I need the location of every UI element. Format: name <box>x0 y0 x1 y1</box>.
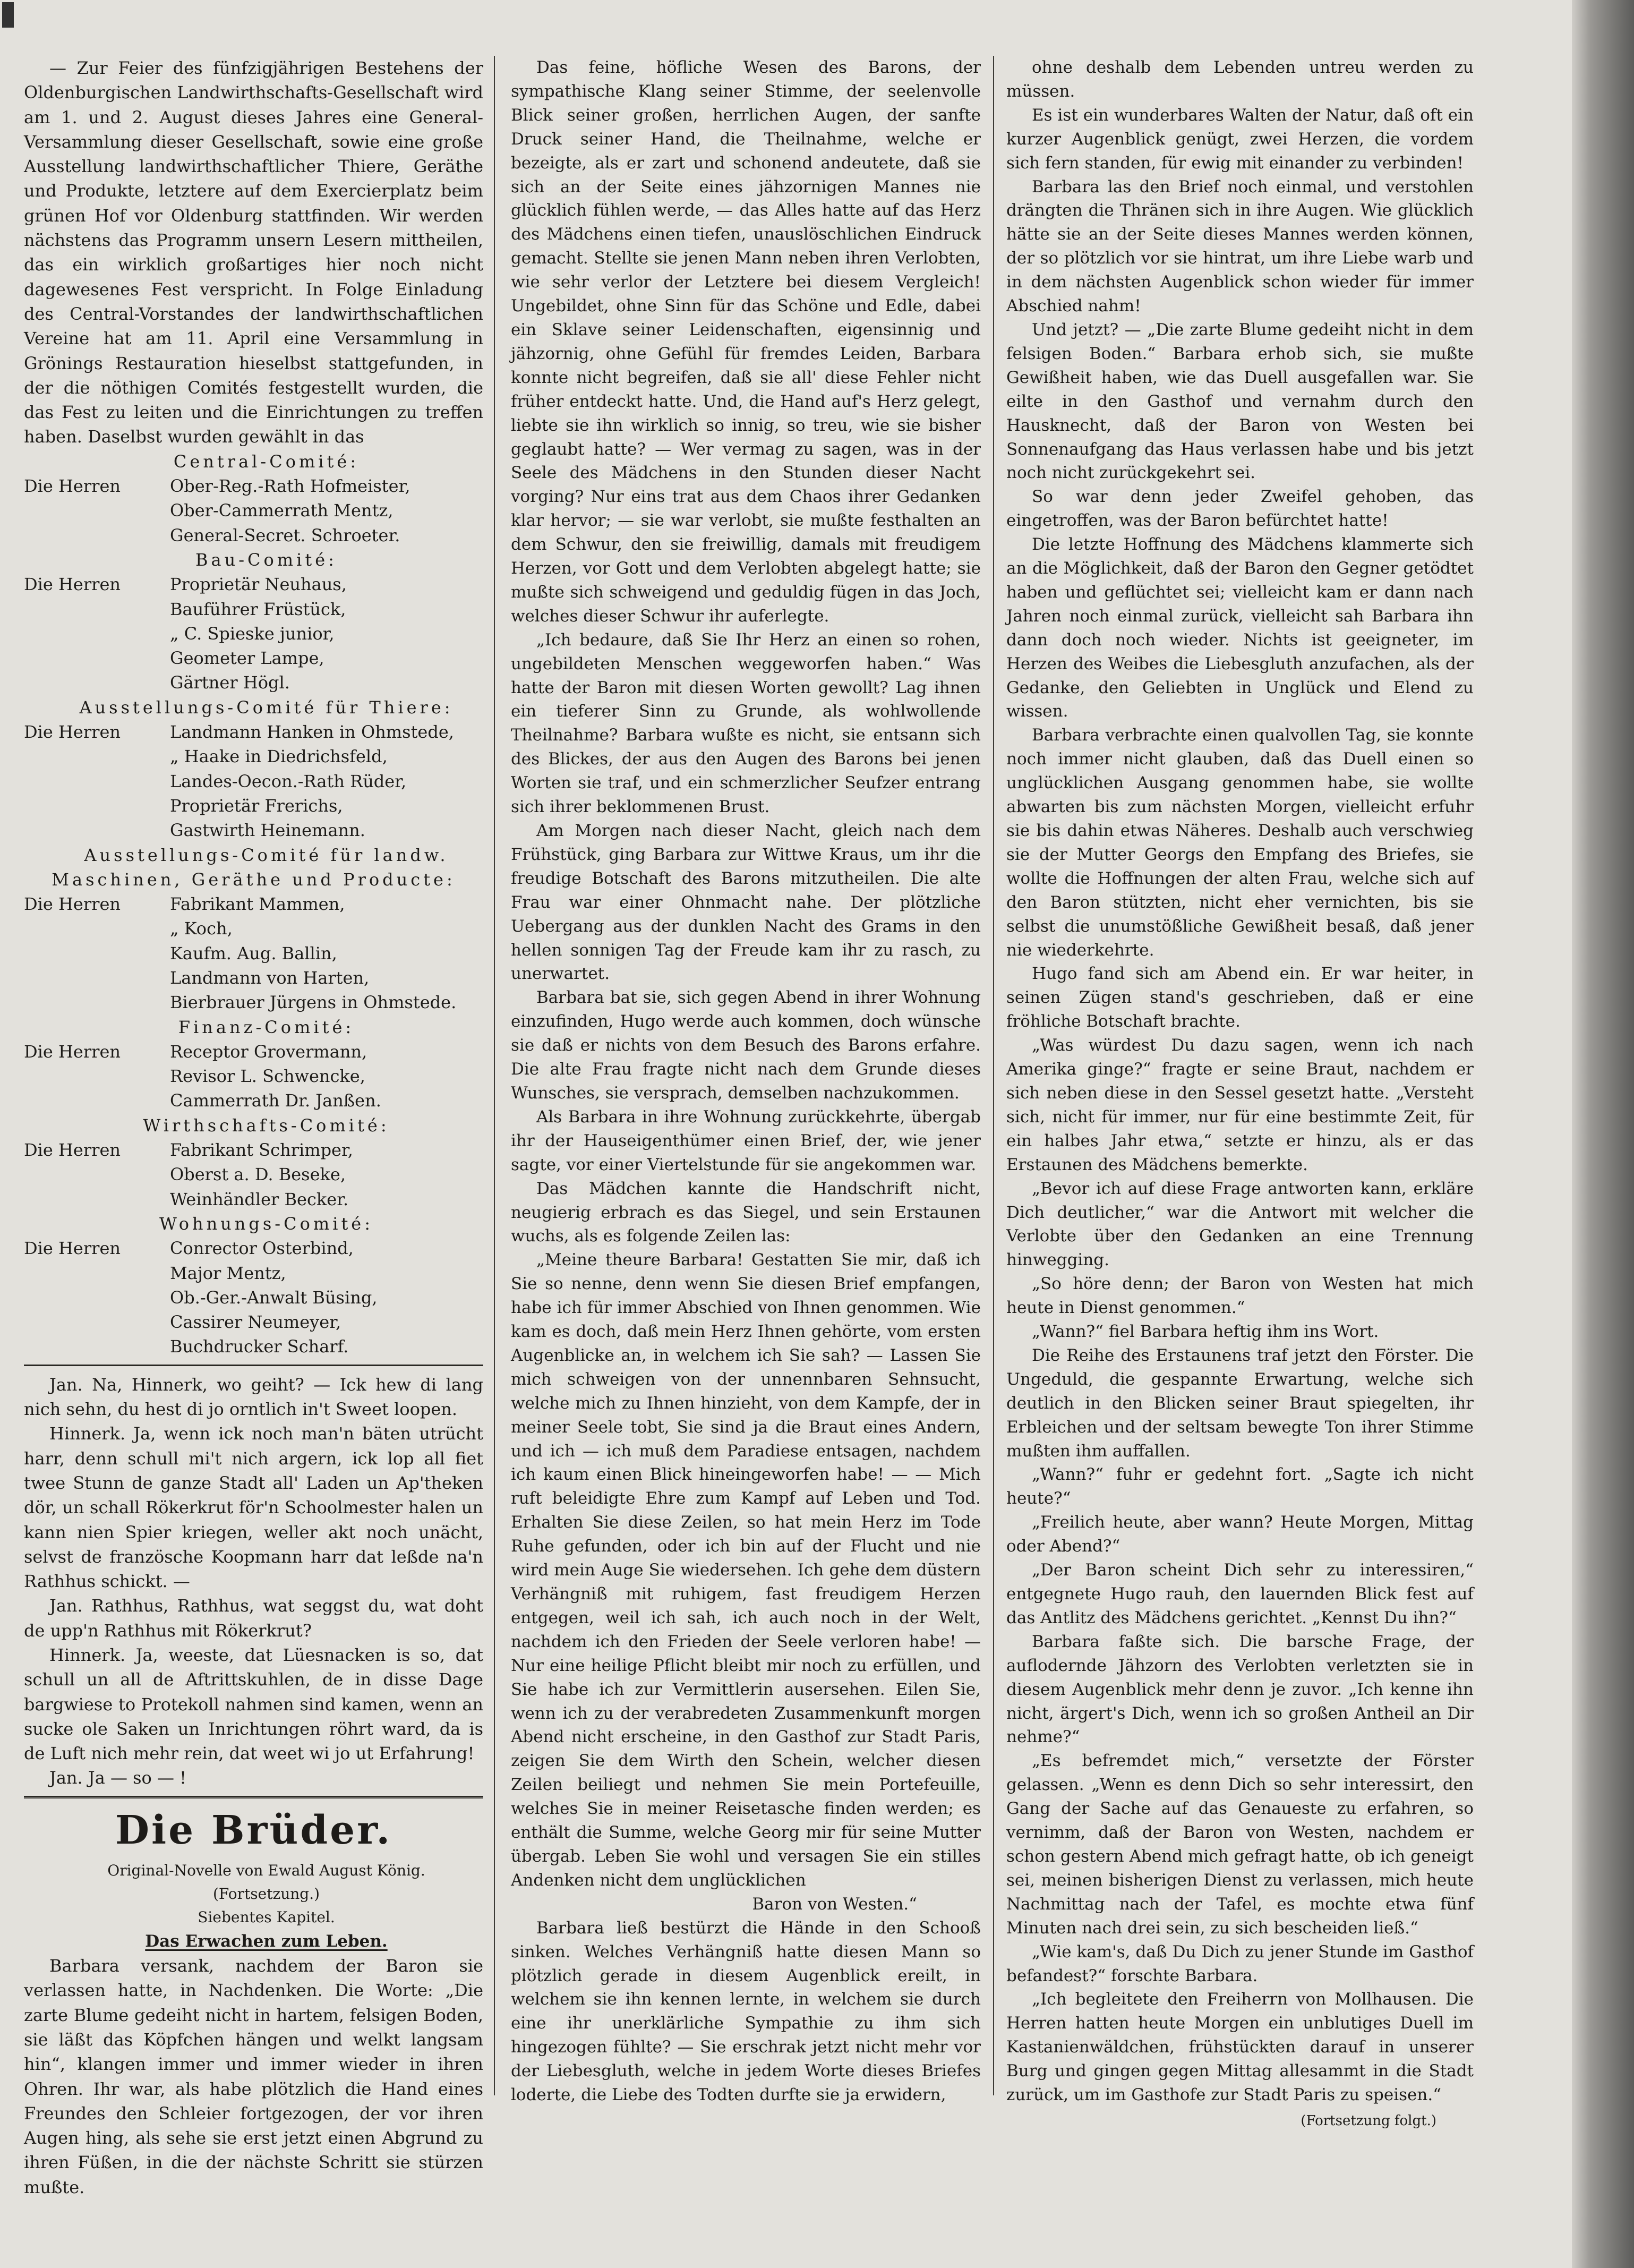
committee-heading: Wohnungs-Comité: <box>159 1213 374 1234</box>
committee-member-row <box>24 720 483 744</box>
committee-member: Geometer Lampe, <box>170 648 324 669</box>
committee-prefix <box>24 621 170 646</box>
festival-announcement: — Zur Feier des fünfzigjährigen Bestehens der Oldenburgischen Landwirthschafts-Gesellschaft wird am 1. und 2. August dieses Jahres eine General-Versammlung dieser Gesellschaft, sowie eine große Ausstellung landwirthschaftlicher Thiere, Geräthe und Produkte, letztere auf dem Exercierplatz beim grünen Hof vor Oldenburg stattfinden. Wir werden nächstens das Programm unsern Lesern mittheilen, das ein wirklich großartiges hier noch nicht dagewesenes Fest verspricht. In Folge Einladung des Central-Vorstandes der landwirthschaftlichen Vereine hat am 11. April eine Versammlung in Grönings Restauration hieselbst stattgefunden, in der die nöthigen Comités festgestellt wurden, die das Fest zu leiten und die Einrichtungen zu treffen haben. Daselbst wurden gewählt in das <box>24 58 483 447</box>
committee-prefix: Die Herren <box>24 476 121 497</box>
story-paragraph: Und jetzt? — „Die zarte Blume gedeiht nicht in dem felsigen Boden.“ Barbara erhob sich, sie mußte Gewißheit haben, wie das Duell ausgefallen war. Sie eilte in den Gasthof und vernahm durch den Hausknecht, daß der Baron von Westen bei Sonnenaufgang das Haus verlassen habe und bis jetzt noch nicht zurückgekehrt sei. <box>1006 320 1474 483</box>
committee-prefix <box>24 1310 170 1334</box>
committee-heading: Wirthschafts-Comité: <box>143 1115 390 1136</box>
committee-member: Cassirer Neumeyer, <box>170 1312 341 1333</box>
column-3 <box>1006 56 1474 2133</box>
committee-prefix <box>24 1088 170 1113</box>
committee-member: Kaufm. Aug. Ballin, <box>170 943 337 964</box>
story-paragraph: Barbara bat sie, sich gegen Abend in ihrer Wohnung einzufinden, Hugo werde auch kommen, doch wünsche sie daß er nichts von dem Besuch des Barons erfahre. Die alte Frau fragte nicht nach dem Grunde dieses Wunsches, sie versprach, demselben nachzukommen. <box>511 988 981 1103</box>
story-paragraph: Barbara versank, nachdem der Baron sie verlassen hatte, in Nachdenken. Die Worte: „Die zarte Blume gedeiht nicht in hartem, felsigen Boden, sie läßt das Köpfchen hängen und welkt langsam hin“, klangen immer und immer wieder in ihren Ohren. Ihr war, als habe plötzlich die Hand eines Freundes den Schleier fortgezogen, der vor ihren Augen hing, als sehe sie erst jetzt einen Abgrund zu ihren Füßen, in die der nächste Schritt sie stürzen mußte. <box>24 1956 483 2197</box>
story-paragraph: Barbara las den Brief noch einmal, und verstohlen drängten die Thränen sich in ihre Augen. Wie glücklich hätte sie an der Seite dieses Mannes werden können, der so plötzlich vor sie hintrat, um ihre Liebe warb und in dem nächsten Augenblick schon wieder für immer Abschied nahm! <box>1006 177 1474 316</box>
committee-member: „ Haake in Diedrichsfeld, <box>170 746 388 767</box>
committee-prefix: Die Herren <box>24 722 121 743</box>
committee-prefix <box>24 1187 170 1212</box>
committee-member: Conrector Osterbind, <box>170 1238 354 1259</box>
committee-heading: Ausstellungs-Comité für Thiere: <box>79 697 454 718</box>
story-paragraph: Baron von Westen.“ <box>752 1894 917 1914</box>
committee-member-row <box>24 1162 483 1187</box>
dialogue-line: Jan. Rathhus, Rathhus, wat seggst du, wat doht de upp'n Rathhus mit Rökerkrut? <box>24 1596 483 1641</box>
story-paragraph: „Meine theure Barbara! Gestatten Sie mir, daß ich Sie so nenne, denn wenn Sie diesen Brief empfangen, habe ich für immer Abschied von Ihnen genommen. Wie kam es doch, daß mein Herz Ihnen gehörte, vom ersten Augenblicke an, in welchem ich Sie sah? — Lassen Sie mich schweigen von der unnennbaren Sehnsucht, welche mich zu Ihnen hinzieht, von dem Kampfe, der in meiner Seele tobt, Sie sind ja die Braut eines Andern, und ich — ich muß dem Paradiese entsagen, nachdem ich kaum einen Blick hineingeworfen habe! — — Mich ruft beleidigte Ehre zum Kampf auf Leben und Tod. Erhalten Sie diese Zeilen, so hat mein Herz im Tode Ruhe gefunden, oder ich bin auf der Flucht und nie wird mein Auge Sie wiedersehen. Ich gehe dem düstern Verhängniß mit ruhigem, fast freudigem Herzen entgegen, weil ich sah, ich auch noch in der Welt, nachdem ich den Frieden der Seele verloren habe! — Nur eine heilige Pflicht bleibt mir noch zu erfüllen, und Sie habe ich zur Vermittlerin ausersehen. Eilen Sie, wenn ich zu der verabredeten Zusammenkunft morgen Abend nicht erscheine, in den Gasthof zur Stadt Paris, zeigen Sie dem Wirth den Schein, welcher diesen Zeilen beiliegt und nehmen Sie mein Portefeuille, welches Sie in meiner Reisetasche finden werden; es enthält die Summe, welche Georg mir für seine Mutter übergab. Leben Sie wohl und versagen Sie ein stilles Andenken nicht dem unglücklichen <box>511 1250 981 1890</box>
committee-member-row <box>24 916 483 941</box>
committee-member: Fabrikant Schrimper, <box>170 1140 353 1161</box>
page-corner-mark <box>2 2 14 28</box>
committee-member: General-Secret. Schroeter. <box>170 525 400 545</box>
committee-prefix <box>24 941 170 966</box>
committee-prefix <box>24 1064 170 1088</box>
committee-prefix: Die Herren <box>24 1140 121 1161</box>
committee-member: Major Mentz, <box>170 1263 286 1283</box>
committee-member-row <box>24 769 483 794</box>
book-spine-edge <box>1572 0 1634 2268</box>
story-paragraph: Die Reihe des Erstaunens traf jetzt den Förster. Die Ungeduld, die gespannte Erwartung, welche sich deutlich in den Blicken seiner Braut spiegelten, ihr Erbleichen und der seltsam bewegte Ton ihrer Stimme mußten ihm auffallen. <box>1006 1345 1474 1461</box>
story-paragraph: „Freilich heute, aber wann? Heute Morgen, Mittag oder Abend?“ <box>1006 1513 1474 1556</box>
committee-member: Ob.-Ger.-Anwalt Büsing, <box>170 1287 378 1308</box>
committee-member: Landmann Hanken in Ohmstede, <box>170 722 454 743</box>
committee-prefix: Die Herren <box>24 574 121 595</box>
committee-member-row <box>24 794 483 818</box>
committee-member-row <box>24 572 483 596</box>
committee-member: Ober-Cammerrath Mentz, <box>170 500 393 521</box>
committee-member-row <box>24 1187 483 1212</box>
committee-member-row <box>24 941 483 966</box>
committee-member-row <box>24 1236 483 1260</box>
committee-member-row <box>24 966 483 990</box>
committee-member: Landmann von Harten, <box>170 967 370 988</box>
story-title: Die Brüder. <box>115 1807 392 1853</box>
committee-member: Fabrikant Mammen, <box>170 894 345 915</box>
story-paragraph: Am Morgen nach dieser Nacht, gleich nach dem Frühstück, ging Barbara zur Wittwe Kraus, um ihr die freudige Botschaft des Barons mitzutheilen. Die alte Frau war einer Ohnmacht nahe. Der plötzliche Uebergang aus der dunklen Nacht des Grams in den hellen sonnigen Tag der Freude kam ihr zu rasch, zu unerwartet. <box>511 821 981 984</box>
committee-member: Proprietär Neuhaus, <box>170 574 347 595</box>
committee-member-row <box>24 990 483 1014</box>
committee-member: Ober-Reg.-Rath Hofmeister, <box>170 476 410 497</box>
committee-member-row <box>24 597 483 621</box>
committee-member-row <box>24 523 483 548</box>
committee-prefix: Die Herren <box>24 1041 121 1062</box>
story-paragraph: „Der Baron scheint Dich sehr zu interessiren,“ entgegnete Hugo rauh, den lauernden Blick fest auf das Antlitz des Mädchens gerichtet. „Kennst Du ihn?“ <box>1006 1561 1474 1627</box>
committee-member-row <box>24 498 483 523</box>
committee-prefix <box>24 1162 170 1187</box>
continuation-note: (Fortsetzung folgt.) <box>1301 2112 1436 2129</box>
committee-member-row <box>24 1088 483 1113</box>
committee-member: Oberst a. D. Beseke, <box>170 1164 346 1185</box>
committee-prefix <box>24 1334 170 1359</box>
committee-heading: Finanz-Comité: <box>178 1017 355 1037</box>
committee-prefix <box>24 670 170 695</box>
story-paragraph: Barbara faßte sich. Die barsche Frage, der auflodernde Jähzorn des Verlobten verletzten sie in diesem Augenblick mehr denn je zuvor. „Ich kenne ihn nicht, ärgert's Dich, wenn ich so großen Antheil an Dir nehme?“ <box>1006 1632 1474 1747</box>
story-paragraph: Das feine, höfliche Wesen des Barons, der sympathische Klang seiner Stimme, der seelenvolle Blick seiner großen, herrlichen Augen, der sanfte Druck seiner Hand, die Theilnahme, welche er bezeigte, als er zart und schonend andeutete, daß sie sich an der Seite eines jähzornigen Mannes nie glücklich fühlen werde, — das Alles hatte auf das Herz des Mädchens einen tiefen, unauslöschlichen Eindruck gemacht. Stellte sie jenen Mann neben ihren Verlobten, wie sehr verlor der Letztere bei diesem Vergleich! Ungebildet, ohne Sinn für das Schöne und Edle, dabei ein Sklave seiner Leidenschaften, eigensinnig und jähzornig, ohne Gefühl für fremdes Leiden, Barbara konnte nicht begreifen, daß sie all' diese Fehler nicht früher entdeckt hatte. Und, die Hand auf's Herz gelegt, liebte sie ihn wirklich so innig, so treu, wie sie bisher geglaubt hatte? — Wer vermag zu sagen, was in der Seele des Mädchens in den Stunden dieser Nacht vorging? Nur eins trat aus dem Chaos ihrer Gedanken klar hervor; — sie war verlobt, sie mußte festhalten an dem Schwur, den sie freiwillig, damals mit freudigem Herzen, vor Gott und dem Verlobten abgelegt hatte; sie mußte sich schweigend und geduldig fügen in das Joch, welches dieser Schwur ihr auferlegte. <box>511 58 981 626</box>
dialogue-line: Jan. Ja — so — ! <box>49 1768 186 1788</box>
committee-prefix: Die Herren <box>24 1238 121 1259</box>
story-paragraph: „Wann?“ fiel Barbara heftig ihm ins Wort. <box>1032 1322 1379 1342</box>
story-paragraph: Es ist ein wunderbares Walten der Natur, daß oft ein kurzer Augenblick genügt, zwei Herzen, die vordem sich fern standen, für ewig mit einander zu verbinden! <box>1006 105 1474 173</box>
column-2 <box>511 56 981 2107</box>
committee-member: Landes-Oecon.-Rath Rüder, <box>170 771 407 791</box>
column-rule-1 <box>494 56 495 2095</box>
story-paragraph: „Was würdest Du dazu sagen, wenn ich nach Amerika ginge?“ fragte er seine Braut, nachdem er sich neben diese in den Sessel gesetzt hatte. „Versteht sich, nicht für immer, nur für eine bestimmte Zeit, für ein halbes Jahr etwa,“ setzte er hinzu, als er das Erstaunen des Mädchens bemerkte. <box>1006 1036 1474 1174</box>
committee-prefix <box>24 794 170 818</box>
committee-member-row <box>24 621 483 646</box>
committee-prefix <box>24 1261 170 1285</box>
committee-member: Gastwirth Heinemann. <box>170 820 365 841</box>
story-paragraph: „Bevor ich auf diese Frage antworten kann, erkläre Dich deutlicher,“ war die Antwort mit welcher die Verlobte über den Gedanken an eine Trennung hinwegging. <box>1006 1179 1474 1270</box>
story-paragraph: Das Mädchen kannte die Handschrift nicht, neugierig erbrach es das Siegel, und sein Erstaunen wuchs, als es folgende Zeilen las: <box>511 1179 981 1246</box>
committee-member: Revisor L. Schwencke, <box>170 1066 365 1087</box>
story-paragraph: Hugo fand sich am Abend ein. Er war heiter, in seinen Zügen stand's geschrieben, daß er eine fröhliche Botschaft brachte. <box>1006 964 1474 1031</box>
story-paragraph: „Ich begleitete den Freiherrn von Mollhausen. Die Herren hatten heute Morgen ein unblutiges Duell im Kastanienwäldchen, frühstückten darauf in unserer Burg und gingen gegen Mittag allesammt in die Stadt zurück, um im Gasthofe zur Stadt Paris zu speisen.“ <box>1006 1990 1474 2105</box>
committee-member: Cammerrath Dr. Janßen. <box>170 1090 381 1111</box>
story-paragraph: „Es befremdet mich,“ versetzte der Förster gelassen. „Wenn es denn Dich so sehr interessirt, den Gang der Sache auf das Genaueste zu erfahren, so vernimm, daß der Baron von Westen, nachdem er schon gestern Abend mich gefragt hatte, ob ich geneigt sei, meinen bisherigen Dienst zu verlassen, mich heute Nachmittag nach der Tafel, es mochte etwa fünf Minuten nach drei sein, zu sich bescheiden ließ.“ <box>1006 1751 1474 1938</box>
story-paragraph: Barbara verbrachte einen qualvollen Tag, sie konnte noch immer nicht glauben, daß das Duell einen so unglücklichen Ausgang genommen habe, sie wollte abwarten bis zum nächsten Morgen, vielleicht erfuhr sie bis dahin etwas Näheres. Deshalb auch verschwieg sie der Mutter Georgs den Empfang des Briefes, sie wollte die Hoffnungen der alten Frau, welche sich auf den Baron stützten, nicht eher vernichten, bis sie selbst die unumstößliche Gewißheit besaß, daß jener nie wiederkehrte. <box>1006 726 1474 960</box>
section-divider <box>24 1365 483 1366</box>
story-subtitle: Original-Novelle von Ewald August König. <box>107 1861 425 1879</box>
committee-member-row <box>24 744 483 769</box>
story-paragraph: Als Barbara in ihre Wohnung zurückkehrte, übergab ihr der Hauseigenthümer einen Brief, der, wie jener sagte, vor einer Viertelstunde für sie angekommen war. <box>511 1107 981 1174</box>
dialogue-line: Jan. Na, Hinnerk, wo geiht? — Ick hew di lang nich sehn, du hest di jo orntlich in't Sweet loopen. <box>24 1374 483 1420</box>
chapter-title: Das Erwachen zum Leben. <box>145 1931 388 1951</box>
dialogue-line: Hinnerk. Ja, wenn ick noch man'n bäten utrücht harr, denn schull mi't nich argern, ick lop all fiet twee Stunn de ganze Stadt all' Laden un Ap'theken dör, un schall Rökerkrut för'n Schoolmester halen un kann nien Spier kriegen, weller akt noch unächt, selvst de französche Koopmann harr dat leßde na'n Rathhus schickt. — <box>24 1423 483 1592</box>
committee-member: „ C. Spieske junior, <box>170 623 335 644</box>
committee-member: Gärtner Högl. <box>170 672 290 693</box>
committee-heading: Central-Comité: <box>173 451 360 472</box>
committee-member-row <box>24 892 483 916</box>
dialect-dialogue <box>24 1372 483 1790</box>
committee-prefix <box>24 990 170 1014</box>
committee-member: Buchdrucker Scharf. <box>170 1336 349 1357</box>
committee-member: Weinhändler Becker. <box>170 1189 349 1209</box>
committee-member-row <box>24 1039 483 1064</box>
dialogue-line: Hinnerk. Ja, weeste, dat Lüesnacken is so, dat schull un all de Aftrittskuhlen, de in disse Dage bargwiese to Protekoll nahmen sind kamen, wenn an sucke ole Saken un Inrichtungen röhrt ward, da is de Luft nich mehr rein, dat weet wi jo ut Erfahrung! <box>24 1645 483 1764</box>
committee-prefix <box>24 646 170 670</box>
committee-member-row <box>24 1334 483 1359</box>
committee-member-row <box>24 1064 483 1088</box>
story-paragraph: So war denn jeder Zweifel gehoben, das eingetroffen, was der Baron befürchtet hatte! <box>1006 487 1474 531</box>
committee-prefix <box>24 1285 170 1310</box>
chapter-number: Siebentes Kapitel. <box>198 1908 335 1926</box>
story-paragraph: „Wie kam's, daß Du Dich zu jener Stunde im Gasthof befandest?“ forschte Barbara. <box>1006 1942 1474 1985</box>
committee-prefix <box>24 966 170 990</box>
story-continuation: (Fortsetzung.) <box>212 1885 320 1903</box>
committee-prefix <box>24 818 170 842</box>
committee-member-row <box>24 474 483 498</box>
story-paragraph: Die letzte Hoffnung des Mädchens klammerte sich an die Möglichkeit, daß der Baron den Gegner getödtet haben und geflüchtet sei; vielleicht kam er dann nach Jahren noch einmal zurück, vielleicht sah Barbara ihn dann doch noch wieder. Nichts ist geeigneter, im Herzen des Weibes die Liebesgluth anzufachen, als der Gedanke, den Geliebten in Unglück und Elend zu wissen. <box>1006 535 1474 721</box>
column-rule-2 <box>993 56 994 2095</box>
committee-member-row <box>24 1138 483 1162</box>
committee-prefix <box>24 769 170 794</box>
committee-member-row <box>24 818 483 842</box>
story-paragraph: Barbara ließ bestürzt die Hände in den Schooß sinken. Welches Verhängniß hatte diesen Mann so plötzlich gerade in diesem Augenblick ereilt, in welchem sie ihn kennen lernte, in welchem sie durch eine ihr unerklärliche Sympathie zu ihm sich hingezogen fühlte? — Sie erschrak jetzt nicht mehr vor der Liebesgluth, welche in jedem Worte dieses Briefes loderte, die Liebe des Todten durfte sie ja erwidern, <box>511 1918 981 2105</box>
section-divider-double <box>24 1796 483 1798</box>
story-paragraph: „Ich bedaure, daß Sie Ihr Herz an einen so rohen, ungebildeten Menschen weggeworfen haben.“ Was hatte der Baron mit diesen Worten gewollt? Lag ihnen ein tieferer Sinn zu Grunde, als wohlwollende Theilnahme? Barbara wußte es nicht, sie entsann sich des Blickes, der aus den Augen des Barons bei jenen Worten sie traf, und ein schmerzlicher Seufzer entrang sich ihrer beklommenen Brust. <box>511 630 981 817</box>
committee-prefix <box>24 523 170 548</box>
committee-prefix: Die Herren <box>24 894 121 915</box>
committee-member-row <box>24 670 483 695</box>
committee-prefix <box>24 916 170 941</box>
committee-member-row <box>24 1261 483 1285</box>
story-paragraph: „Wann?“ fuhr er gedehnt fort. „Sagte ich nicht heute?“ <box>1006 1465 1474 1508</box>
committee-member-row <box>24 1310 483 1334</box>
committee-member: Proprietär Frerichs, <box>170 795 343 816</box>
committee-member-row <box>24 646 483 670</box>
committee-member: Bierbrauer Jürgens in Ohmstede. <box>170 992 457 1013</box>
story-paragraph: ohne deshalb dem Lebenden untreu werden zu müssen. <box>1006 58 1474 101</box>
committee-prefix <box>24 597 170 621</box>
story-paragraph: „So höre denn; der Baron von Westen hat mich heute in Dienst genommen.“ <box>1006 1274 1474 1318</box>
committee-heading: Bau-Comité: <box>195 549 337 570</box>
committee-member-row <box>24 1285 483 1310</box>
column-1 <box>24 56 483 2199</box>
committee-member: Bauführer Früstück, <box>170 599 346 619</box>
committee-prefix <box>24 498 170 523</box>
committee-member: „ Koch, <box>170 918 233 939</box>
committee-member: Receptor Grovermann, <box>170 1041 367 1062</box>
committee-prefix <box>24 744 170 769</box>
committee-heading: Ausstellungs-Comité für landw. Maschinen, Geräthe und Producte: <box>52 845 456 890</box>
committee-list <box>24 449 483 1359</box>
